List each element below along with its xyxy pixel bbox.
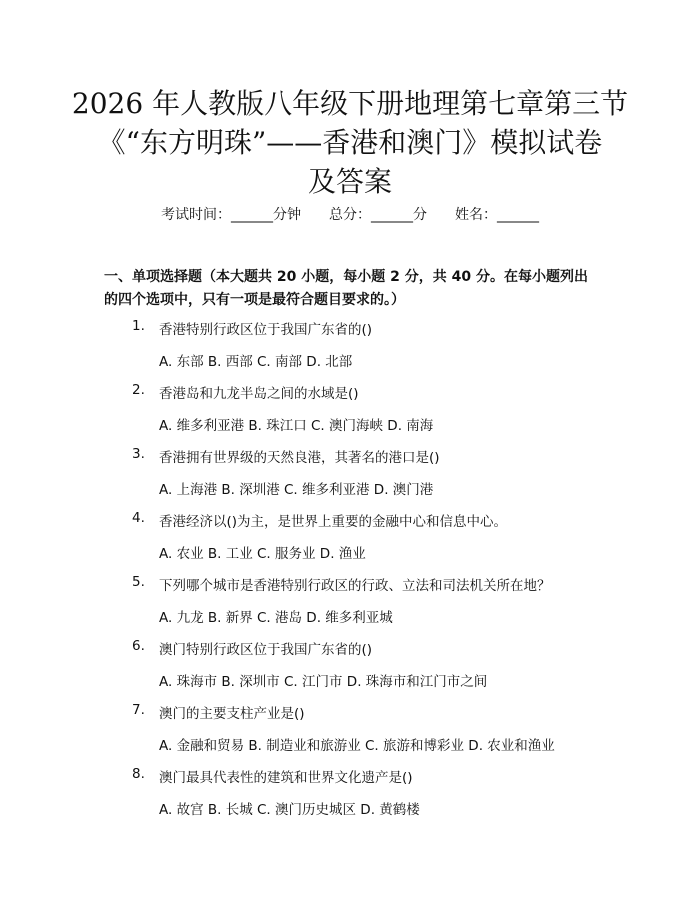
exam-meta <box>0 204 700 224</box>
question-stem: 香港特别行政区位于我国广东省的() <box>159 322 373 338</box>
title-line-3: 及答案 <box>307 165 392 198</box>
question-number: 8. <box>132 766 145 782</box>
question-item <box>0 702 700 766</box>
question-options: A. 金融和贸易 B. 制造业和旅游业 C. 旅游和博彩业 D. 农业和渔业 <box>159 738 555 754</box>
question-list <box>0 318 700 830</box>
question-stem: 香港岛和九龙半岛之间的水域是() <box>159 386 359 402</box>
title-line-2: 《“东方明珠”——香港和澳门》模拟试卷 <box>97 126 603 159</box>
question-options: A. 农业 B. 工业 C. 服务业 D. 渔业 <box>159 546 366 562</box>
title-line-1: 2026 年人教版八年级下册地理第七章第三节 <box>71 87 629 120</box>
question-number: 1. <box>132 318 145 334</box>
document-title <box>60 84 640 201</box>
question-stem: 香港拥有世界级的天然良港，其著名的港口是() <box>159 450 440 466</box>
question-options: A. 上海港 B. 深圳港 C. 维多利亚港 D. 澳门港 <box>159 482 434 498</box>
question-stem: 香港经济以()为主，是世界上重要的金融中心和信息中心。 <box>159 514 508 530</box>
question-options: A. 东部 B. 西部 C. 南部 D. 北部 <box>159 354 353 370</box>
exam-time-field: 考试时间：______分钟 <box>161 207 301 223</box>
question-stem: 澳门的主要支柱产业是() <box>159 706 305 722</box>
question-options: A. 维多利亚港 B. 珠江口 C. 澳门海峡 D. 南海 <box>159 418 434 434</box>
section-heading: 一、单项选择题（本大题共 20 小题，每小题 2 分，共 40 分。在每小题列出的四个选项中，只有一项是最符合题目要求的。） <box>104 269 588 308</box>
question-item <box>0 574 700 638</box>
question-number: 5. <box>132 574 145 590</box>
question-number: 4. <box>132 510 145 526</box>
question-number: 3. <box>132 446 145 462</box>
total-score-field: 总分：______分 <box>329 207 427 223</box>
question-item <box>0 766 700 830</box>
question-number: 2. <box>132 382 145 398</box>
question-item <box>0 382 700 446</box>
question-number: 7. <box>132 702 145 718</box>
question-item <box>0 510 700 574</box>
question-stem: 下列哪个城市是香港特别行政区的行政、立法和司法机关所在地？ <box>159 578 551 594</box>
question-item <box>0 446 700 510</box>
question-stem: 澳门特别行政区位于我国广东省的() <box>159 642 373 658</box>
question-item <box>0 318 700 382</box>
question-options: A. 故宫 B. 长城 C. 澳门历史城区 D. 黄鹤楼 <box>159 802 420 818</box>
student-name-field: 姓名：______ <box>455 207 539 223</box>
question-stem: 澳门最具代表性的建筑和世界文化遗产是() <box>159 770 413 786</box>
question-item <box>0 638 700 702</box>
question-options: A. 珠海市 B. 深圳市 C. 江门市 D. 珠海市和江门市之间 <box>159 674 488 690</box>
question-number: 6. <box>132 638 145 654</box>
question-options: A. 九龙 B. 新界 C. 港岛 D. 维多利亚城 <box>159 610 393 626</box>
